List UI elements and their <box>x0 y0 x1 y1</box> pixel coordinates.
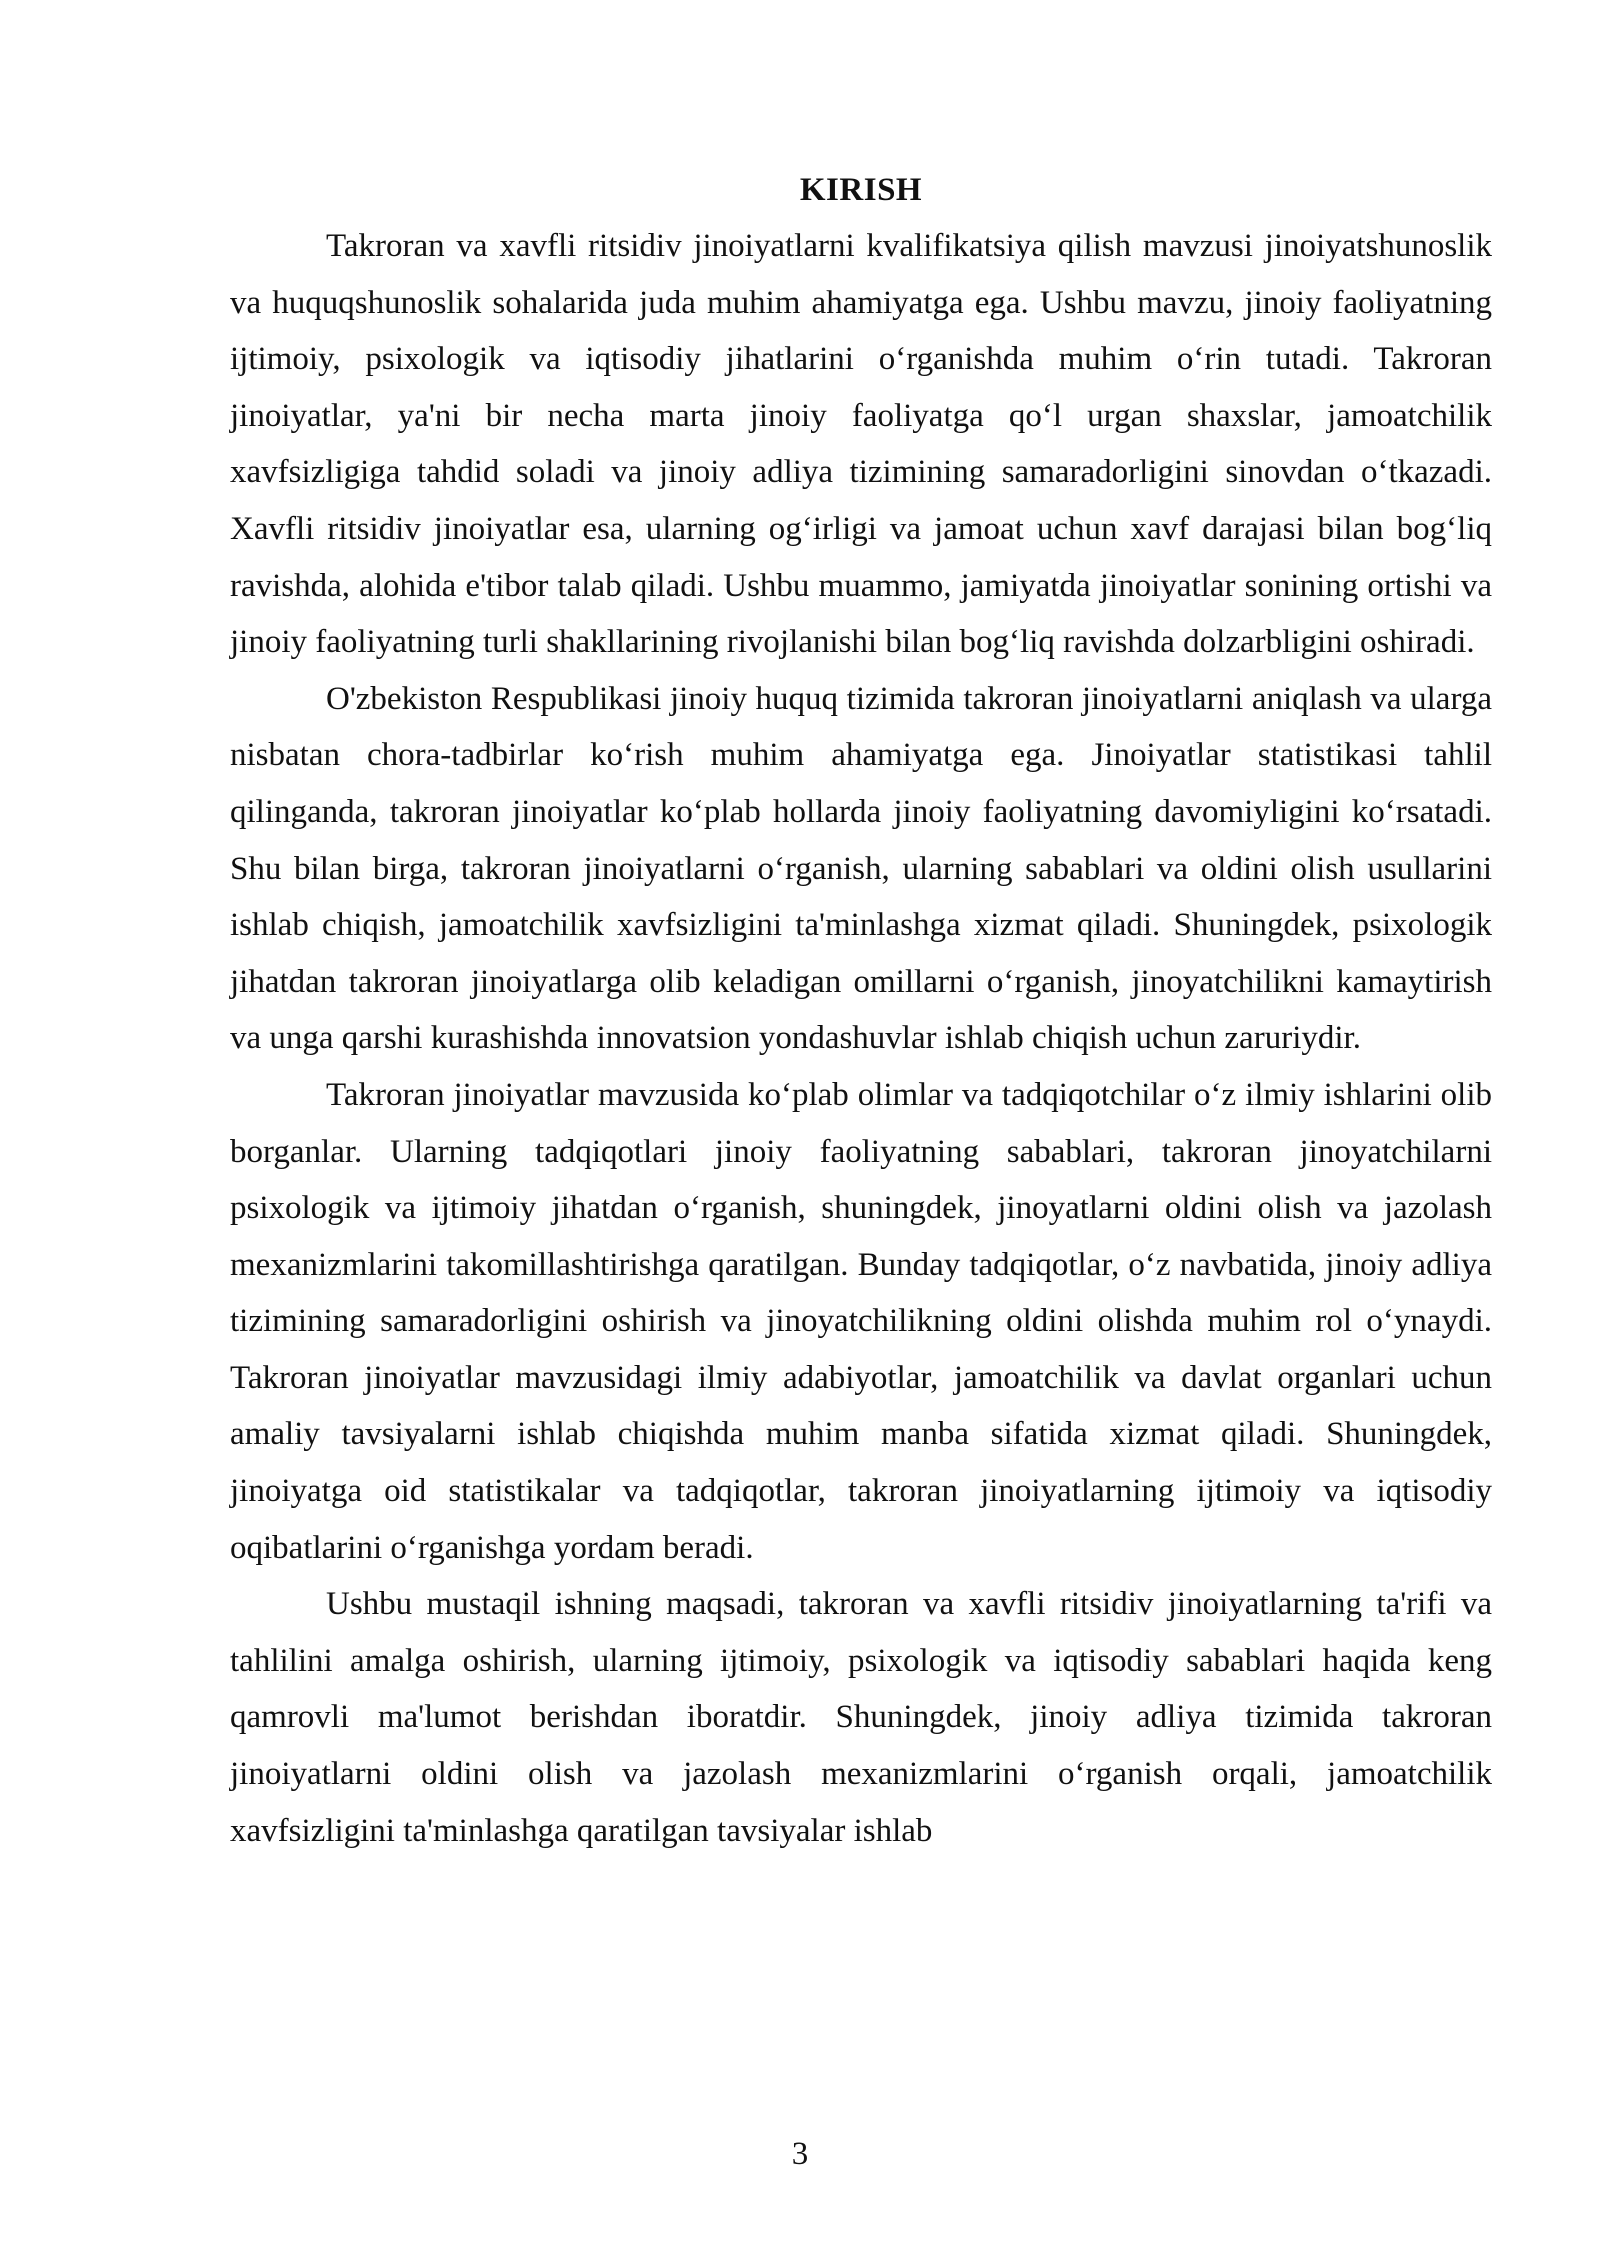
paragraph-4: Ushbu mustaqil ishning maqsadi, takroran va xavfli ritsidiv jinoiyatlarning ta'rifi va tahlilini amalga oshirish, ularning ijtimoiy, psixologik va iqtisodiy sabablari haqida keng qamrovli ma'lumot berishdan iboratdir. Shuningdek, jinoiy adliya tizimida takroran jinoiyatlarni oldini olish va jazolash mexanizmlarini o‘rganish orqali, jamoatchilik xavfsizligini ta'minlashga qaratilgan tavsiyalar ishlab <box>230 1586 1492 1849</box>
paragraph-3: Takroran jinoiyatlar mavzusida ko‘plab olimlar va tadqiqotchilar o‘z ilmiy ishlarini olib borganlar. Ularning tadqiqotlari jinoiy faoliyatning sabablari, takroran jinoyatchilarni psixologik va ijtimoiy jihatdan o‘rganish, shuningdek, jinoyatlarni oldini olish va jazolash mexanizmlarini takomillashtirishga qaratilgan. Bunday tadqiqotlar, o‘z navbatida, jinoiy adliya tizimining samaradorligini oshirish va jinoyatchilikning oldini olishda muhim rol o‘ynaydi. Takroran jinoiyatlar mavzusidagi ilmiy adabiyotlar, jamoatchilik va davlat organlari uchun amaliy tavsiyalarni ishlab chiqishda muhim manba sifatida xizmat qiladi. Shuningdek, jinoiyatga oid statistikalar va tadqiqotlar, takroran jinoiyatlarning ijtimoiy va iqtisodiy oqibatlarini o‘rganishga yordam beradi. <box>230 1076 1492 1566</box>
paragraph-2: O'zbekiston Respublikasi jinoiy huquq tizimida takroran jinoiyatlarni aniqlash va ularga nisbatan chora-tadbirlar ko‘rish muhim ahamiyatga ega. Jinoiyatlar statistikasi tahlil qilinganda, takroran jinoiyatlar ko‘plab hollarda jinoiy faoliyatning davomiyligini ko‘rsatadi. Shu bilan birga, takroran jinoiyatlarni o‘rganish, ularning sabablari va oldini olish usullarini ishlab chiqish, jamoatchilik xavfsizligini ta'minlashga xizmat qiladi. Shuningdek, psixologik jihatdan takroran jinoiyatlarga olib keladigan omillarni o‘rganish, jinoyatchilikni kamaytirish va unga qarshi kurashishda innovatsion yondashuvlar ishlab chiqish uchun zaruriydir. <box>230 680 1492 1057</box>
paragraph-1: Takroran va xavfli ritsidiv jinoiyatlarni kvalifikatsiya qilish mavzusi jinoiyatshunoslik va huquqshunoslik sohalarida juda muhim ahamiyatga ega. Ushbu mavzu, jinoiy faoliyatning ijtimoiy, psixologik va iqtisodiy jihatlarini o‘rganishda muhim o‘rin tutadi. Takroran jinoiyatlar, ya'ni bir necha marta jinoiy faoliyatga qo‘l urgan shaxslar, jamoatchilik xavfsizligiga tahdid soladi va jinoiy adliya tizimining samaradorligini sinovdan o‘tkazadi. Xavfli ritsidiv jinoiyatlar esa, ularning og‘irligi va jamoat uchun xavf darajasi bilan bog‘liq ravishda, alohida e'tibor talab qiladi. Ushbu muammo, jamiyatda jinoiyatlar sonining ortishi va jinoiy faoliyatning turli shakllarining rivojlanishi bilan bog‘liq ravishda dolzarbligini oshiradi. <box>230 228 1492 661</box>
page-content <box>230 162 1492 1859</box>
page-number: 3 <box>791 2136 809 2172</box>
page-title: KIRISH <box>799 172 923 208</box>
